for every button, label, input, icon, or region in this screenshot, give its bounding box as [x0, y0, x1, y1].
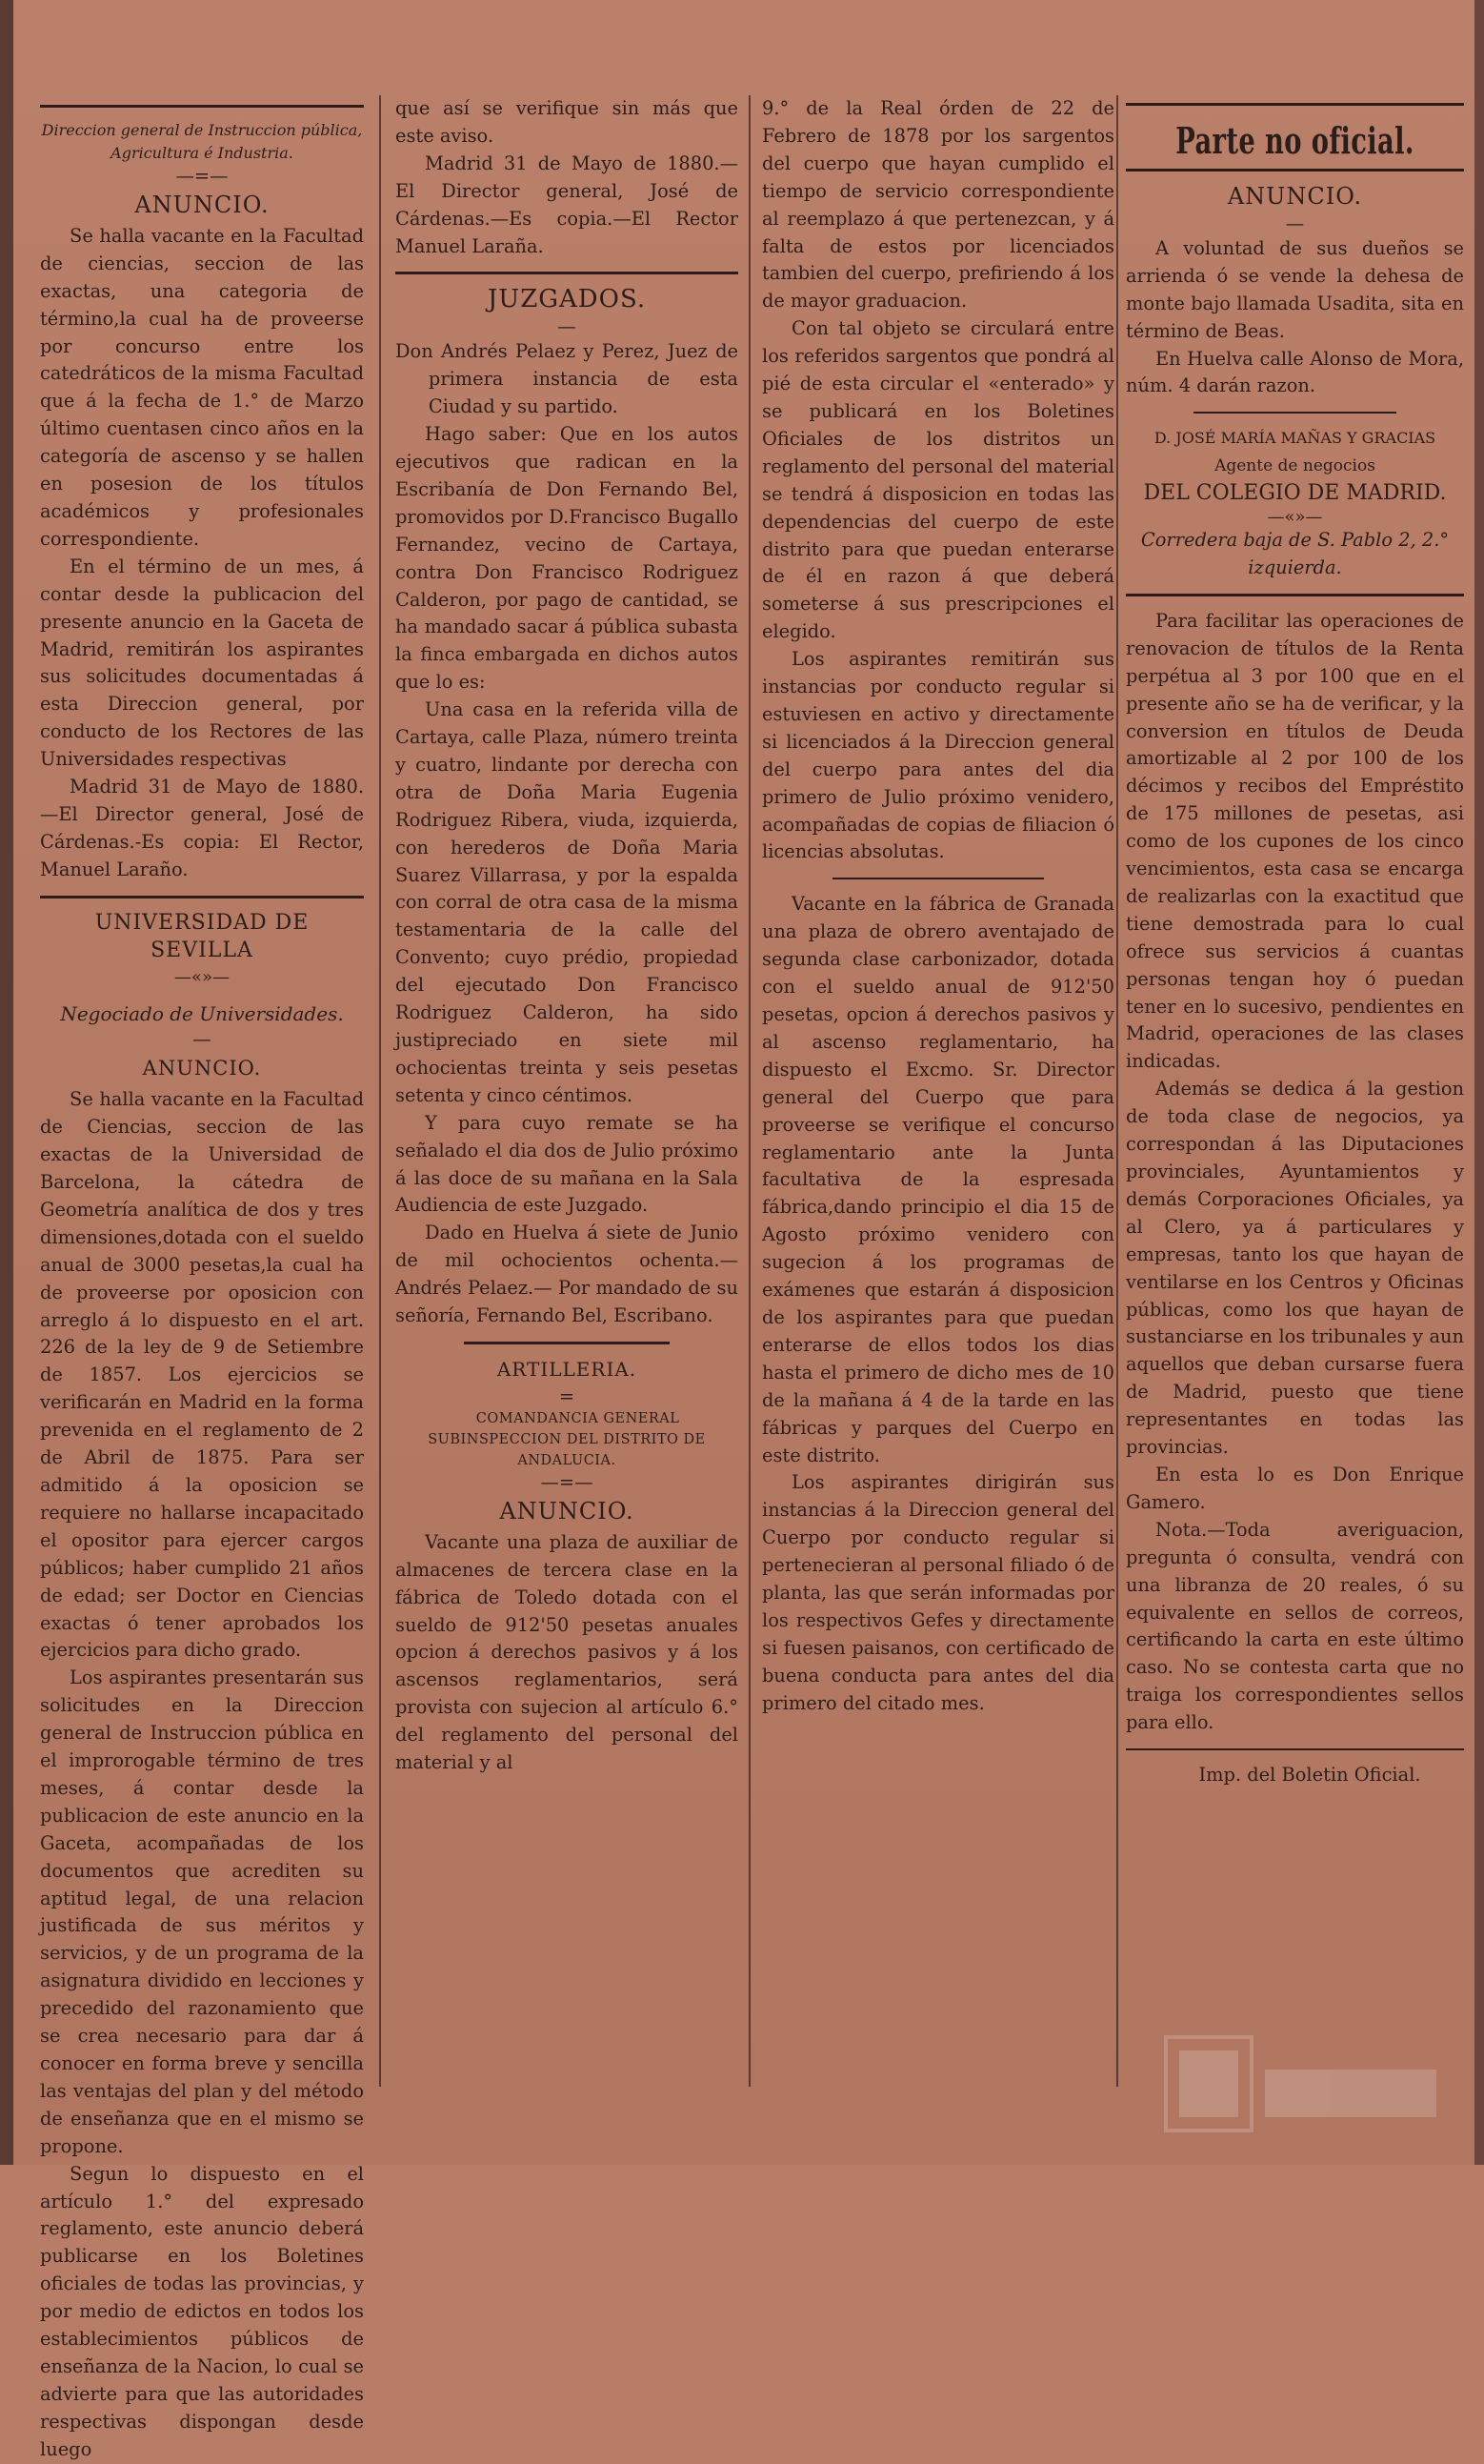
paragraph: En Huelva calle Alonso de Mora, núm. 4 darán razon. [1126, 347, 1464, 397]
paragraph: Segun lo dispuesto en el artículo 1.° del expresado reglamento, este anuncio deberá publicarse en los Boletines oficiales de todas las provincias, y por medio de edictos en todos los establecimientos públicos de enseñanza de la Nacion, lo cual se advierte para que las autoridades respectivas dispongan desde luego [40, 2162, 364, 2460]
paragraph: Con tal objeto se circulará entre los referidos sargentos que pondrá al pié de esta circular el «enterado» y se publicará en los Boletines Oficiales de los distritos un reglamento del personal del material se tendrá á disposicion en todas las dependencias del cuerpo de este distrito para que puedan enterarse de él en razon á que deberá someterse á sus prescripciones el elegido. [762, 317, 1114, 643]
paragraph: 9.° de la Real órden de 22 de Febrero de 1878 por los sargentos del cuerpo que hayan cumplido el tiempo de servicio correspondiente al reemplazo á que pertenezcan, y á falta de estos por licenciados tambien del cuerpo, prefiriendo á los de mayor graduacion. [762, 97, 1114, 313]
paragraph: Para facilitar las operaciones de renovacion de títulos de la Renta perpétua al 3 por 100 que en el presente año se ha de verificar, y la conversion en títulos de Deuda amortizable al 2 por 100 de los décimos y recibos del Empréstito de 175 millones de pesetas, asi como de los cupones de los cinco vencimientos, esta casa se encarga de realizarlas con la exactitud que tiene demostrada para lo cual ofrece sus servicios á cuantas personas tengan hoy ó puedan tener en lo sucesivo, pendientes en Madrid, operaciones de las clases indicadas. [1126, 609, 1464, 1073]
separator: —=— [175, 165, 229, 187]
section-rule [1193, 412, 1396, 414]
paragraph: Los aspirantes presentarán sus solicitudes en la Direccion general de Instruccion pública en el improrogable término de tres meses, á contar desde la publicacion de este anuncio en la Gaceta, acompañadas de los documentos que acrediten su aptitud legal, de una relacion justificada de sus méritos y servicios, y de un programa de la asignatura dividido en lecciones y precedido del razonamiento que se crea necesario para dar á conocer en forma breve y sencilla las ventajas del plan y del método de enseñanza que en el mismo se propone. [40, 1666, 364, 2157]
judge-line: Don Andrés Pelaez y Perez, Juez de primera instancia de esta Ciudad y su partido. [395, 340, 738, 418]
page-edge-right [1474, 0, 1484, 2165]
signature-paragraph: Madrid 31 de Mayo de 1880. —El Director general, José de Cárdenas.-Es copia: El Rector, Manuel Laraño. [40, 776, 364, 880]
section-rule [395, 272, 738, 274]
juzgados-heading: JUZGADOS. [487, 285, 647, 314]
separator: — [557, 315, 576, 338]
anuncio-heading: ANUNCIO. [1227, 183, 1363, 210]
anuncio-heading: ANUNCIO. [499, 1497, 634, 1525]
section-rule [464, 1342, 670, 1344]
paragraph: Hago saber: Que en los autos ejecutivos que radican en la Escribanía de Don Fernando Bel, promovidos por D.Francisco Bugallo Fernandez, vecino de Cartaya, contra Don Francisco Rodriguez Calderon, por pago de cantidad, se ha mandado sacar á pública subasta la finca embargada en dichos autos que lo es: [395, 423, 738, 694]
separator: — [192, 1028, 211, 1051]
printer-footer: Imp. del Boletin Oficial. [1198, 1764, 1421, 1787]
section-rule [1126, 169, 1464, 172]
column-3 [762, 95, 1114, 2134]
university-heading: UNIVERSIDAD DE SEVILLA [94, 910, 310, 962]
section-rule [40, 896, 364, 899]
ornament: —«»— [173, 967, 231, 988]
column-rule-3 [1116, 95, 1118, 2087]
paragraph: Los aspirantes remitirán sus instancias por conducto regular si estuviesen en activo y directamente si licenciados á la Direccion general del cuerpo para antes del dia primero de Julio próximo venidero, acompañadas de copias de filiacion ó licencias absolutas. [762, 648, 1114, 863]
separator: = [558, 1384, 575, 1407]
paragraph: En esta lo es Don Enrique Gamero. [1126, 1463, 1464, 1513]
section-rule [832, 878, 1044, 879]
negociado-heading: Negociado de Universidades. [60, 1002, 344, 1026]
anuncio-heading: ANUNCIO. [134, 192, 270, 218]
section-rule [1126, 1748, 1464, 1750]
paragraph: Vacante una plaza de auxiliar de almacenes de tercera clase en la fábrica de Toledo dotada con el sueldo de 912'50 pesetas anuales opcion á derechos pasivos y á los ascensos reglamentarios, será provista con sujecion al artículo 6.° del reglamento del personal del material y al [395, 1530, 738, 1774]
paragraph: Se halla vacante en la Facultad de Ciencias, seccion de las exactas de la Universidad de Barcelona, la cátedra de Geometría analítica de dos y tres dimensiones,dotada con el sueldo anual de 3000 pesetas,la cual ha de proveerse por oposicion con arreglo á lo dispuesto en el art. 226 de la ley de 9 de Setiembre de 1857. Los ejercicios se verificarán en Madrid en la forma prevenida en el reglamento de 2 de Abril de 1875. Para ser admitido á la oposicion se requiere no hallarse incapacitado el opositor para ejercer cargos públicos; haber cumplido 21 años de edad; ser Doctor en Ciencias exactas ó tener aprobados los ejercicios para dicho grado. [40, 1088, 364, 1662]
paragraph: A voluntad de sus dueños se arrienda ó se vende la dehesa de monte bajo llamada Usadita, sita en término de Beas. [1126, 236, 1464, 342]
paragraph: Vacante en la fábrica de Granada una plaza de obrero aventajado de segunda clase carbonizador, dotada con el sueldo anual de 912'50 pesetas, opcion á derechos pasivos y al ascenso reglamentario, ha dispuesto el Excmo. Sr. Director general del Cuerpo que para proveerse se verifique el concurso reglamentario ante la Junta facultativa de la espresada fábrica,dando principio el dia 15 de Agosto próximo venidero con sugecion á los programas de exámenes que estarán á disposicion de los aspirantes para que puedan enterarse de ellos todos los dias hasta el primero de dicho mes de 10 de la mañana á 4 de la tarde en las fábricas y parques del Cuerpo en este distrito. [762, 893, 1114, 1466]
signature-paragraph: Madrid 31 de Mayo de 1880.— El Director general, José de Cárdenas.—Es copia.—El Rector Manuel Laraña. [395, 151, 738, 257]
separator: — [1285, 212, 1305, 234]
section-rule [1126, 594, 1464, 596]
paragraph: Se halla vacante en la Facultad de ciencias, seccion de las exactas, una categoria de término,la cual ha de proveerse por concurso entre los catedráticos de la misma Facultad que á la fecha de 1.° de Marzo último cuentasen cinco años en la categoría de ascenso y se hallen en posesion de los títulos académicos y profesionales correspondiente. [40, 224, 364, 550]
separator: —=— [540, 1470, 593, 1493]
artilleria-heading: ARTILLERIA. [496, 1357, 637, 1381]
agent-college: DEL COLEGIO DE MADRID. [1143, 481, 1447, 506]
paragraph: Además se dedica á la gestion de toda clase de negocios, ya correspondan á las Diputaciones provinciales, Ayuntamientos y demás Corporaciones Oficiales, ya al Clero, ya á particulares y empresas, tanto los que hayan de ventilarse en los Centros y Oficinas públicas, como los que hayan de sustanciarse en los tribunales y aun aquellos que deban cursarse fuera de Madrid, puesto que tiene representantes en todas las provincias. [1126, 1078, 1464, 1459]
paragraph: Nota.—Toda averiguacion, pregunta ó consulta, vendrá con una libranza de 20 reales, ó su equivalente en sellos de correos, certificando la carta en este último caso. No se contesta carta que no traiga los correspondientes sellos para ello. [1126, 1518, 1464, 1734]
paragraph: Los aspirantes dirigirán sus instancias á la Direccion general del Cuerpo por conducto regular si pertenecieran al personal filiado ó de planta, las que serán informadas por los respectivos Gefes y directamente si fuesen paisanos, con certificado de buena conducta para antes del dia primero del citado mes. [762, 1471, 1114, 1714]
dept-header: Direccion general de Instruccion pública, Agricultura é Industria. [41, 121, 363, 162]
column-1 [40, 95, 364, 2460]
paragraph: Y para cuyo remate se ha señalado el dia dos de Julio próximo á las doce de su mañana en la Sala Audiencia de este Juzgado. [395, 1111, 738, 1217]
paragraph: que así se verifique sin más que este aviso. [395, 97, 738, 147]
page-edge-left [0, 0, 13, 2165]
column-rule-2 [749, 95, 751, 2087]
paragraph: En el término de un mes, á contar desde la publicacion del presente anuncio en la Gaceta de Madrid, remitirán los aspirantes sus solicitudes documentadas á esta Direccion general, por conducto de los Rectores de las Universidades respectivas [40, 555, 364, 771]
agent-name: D. JOSÉ MARÍA MAÑAS Y GRACIAS [1153, 429, 1436, 448]
top-rule [1126, 103, 1464, 106]
top-rule [40, 105, 364, 108]
paragraph: Dado en Huelva á siete de Junio de mil ochocientos ochenta.—Andrés Pelaez.— Por mandado de su señoría, Fernando Bel, Escribano. [395, 1222, 738, 1327]
column-2 [395, 95, 738, 2134]
paragraph: Una casa en la referida villa de Cartaya, calle Plaza, número treinta y cuatro, lindante por derecha con otra de Doña Maria Eugenia Rodriguez Ribera, viuda, izquierda, con herederos de Doña Maria Suarez Villarrasa, y por la espalda con corral de otra casa de la misma testamentaria de la calle del Convento; cuyo prédio, propiedad del ejecutado Don Francisco Rodriguez Calderon, ha sido justipreciado en siete mil ochocientas treinta y seis pesetas setenta y cinco céntimos. [395, 698, 738, 1106]
column-rule-1 [379, 95, 381, 2087]
library-watermark-icon [1160, 2031, 1446, 2136]
ornament: —«»— [1267, 507, 1323, 528]
parte-no-oficial-heading: Parte no oficial. [1175, 119, 1414, 162]
column-4 [1126, 95, 1464, 2134]
comandancia-heading: COMANDANCIA GENERAL SUBINSPECCION DEL DISTRITO DE ANDALUCIA. [428, 1410, 706, 1468]
anuncio-heading: ANUNCIO. [142, 1057, 262, 1081]
agent-role: Agente de negocios [1214, 456, 1375, 476]
agent-address: Corredera baja de S. Pablo 2, 2.° izquierda. [1140, 529, 1450, 578]
